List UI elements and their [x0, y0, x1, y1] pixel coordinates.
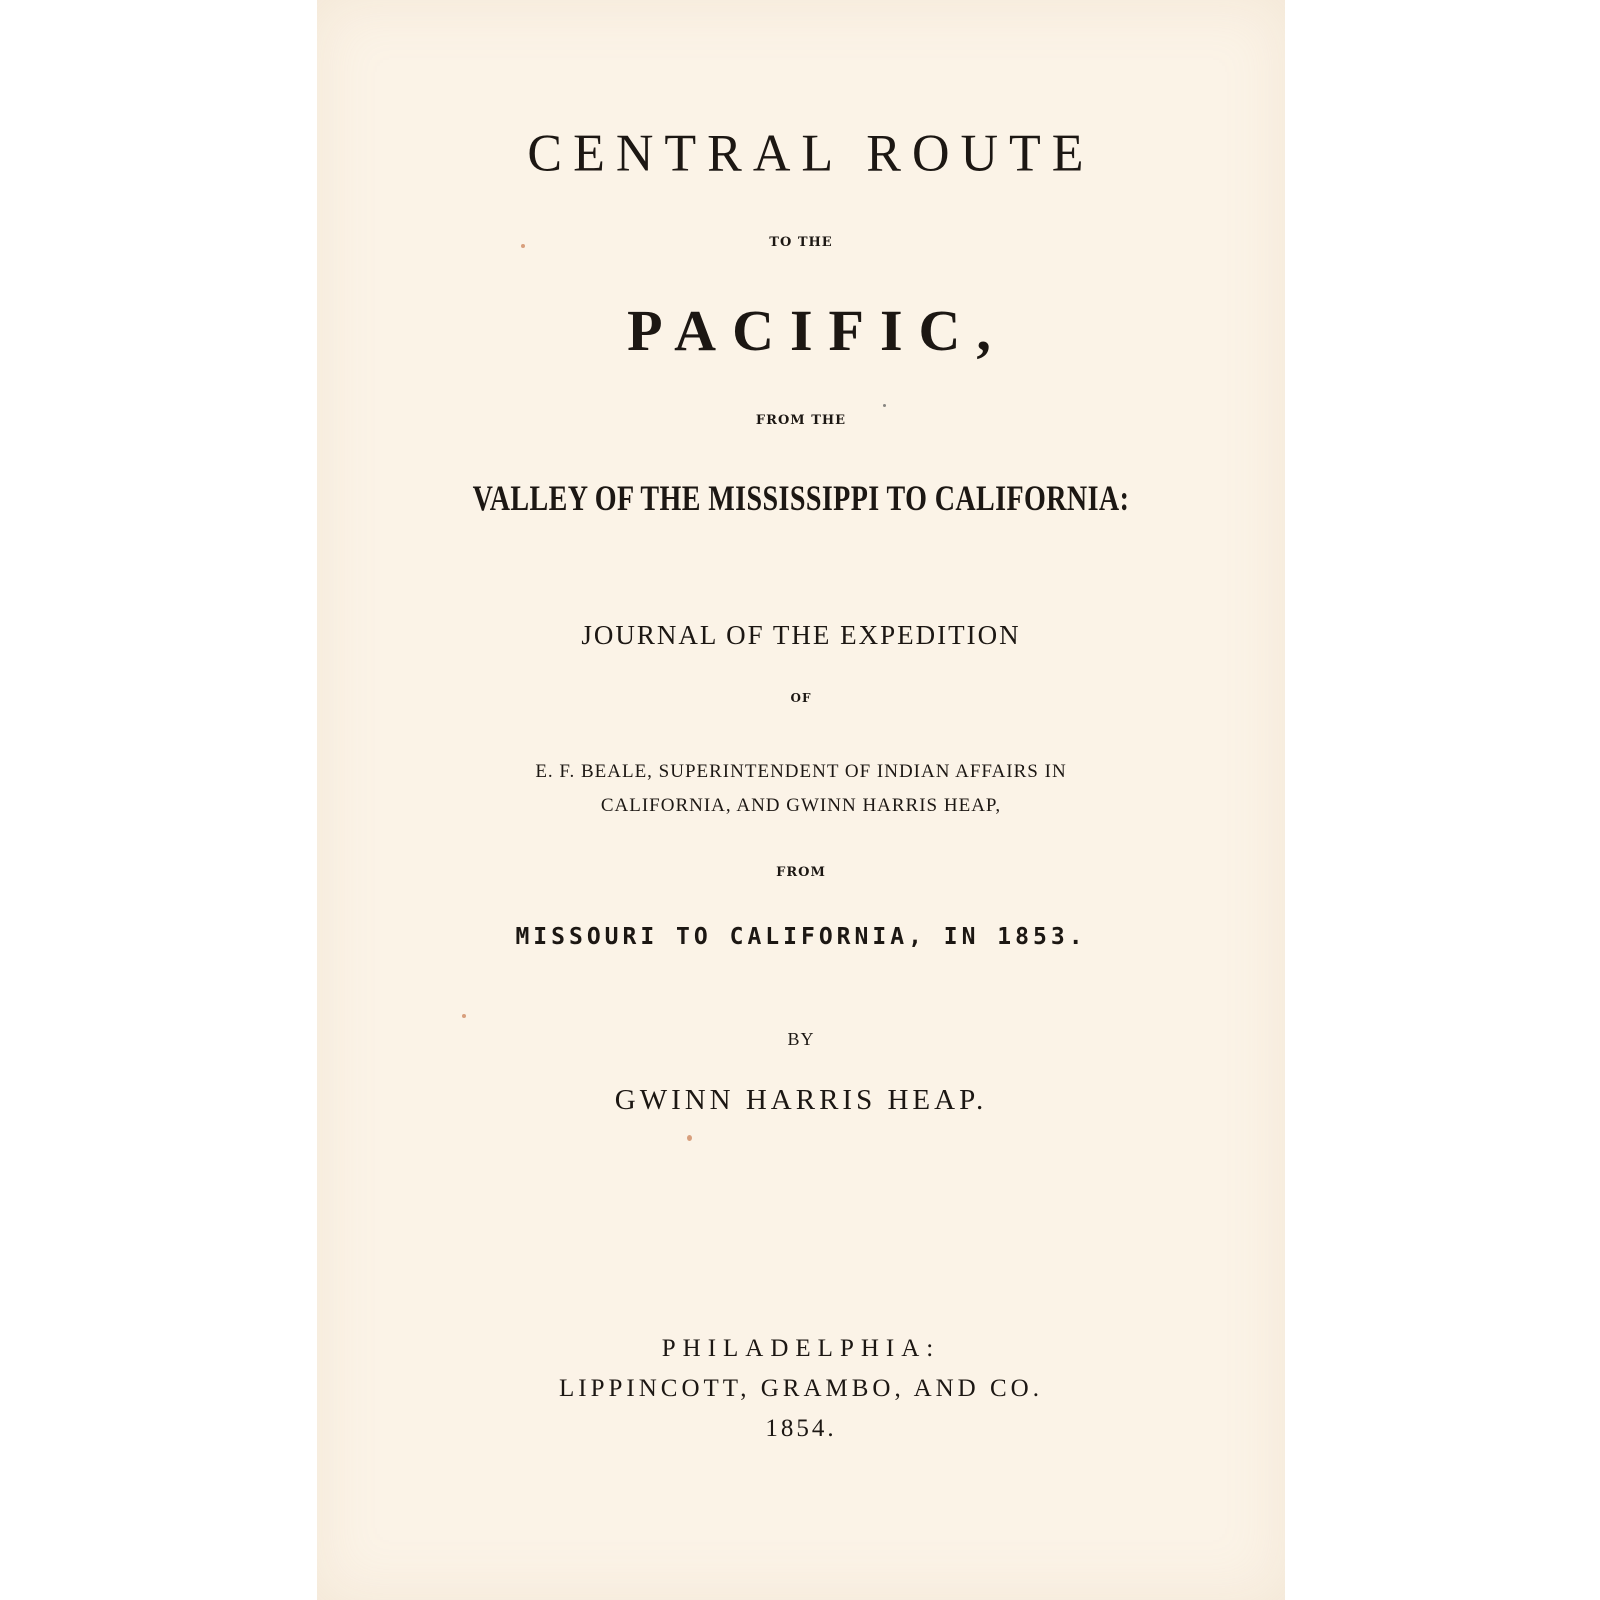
connector-of: OF [790, 691, 812, 705]
foxing-spot [462, 1014, 466, 1018]
book-title: CENTRAL ROUTE [527, 124, 1095, 183]
connector-from: FROM [776, 865, 826, 880]
imprint-city: PHILADELPHIA: [661, 1335, 941, 1362]
destination-heading: PACIFIC, [627, 298, 1007, 363]
origin-heading: VALLEY OF THE MISSISSIPPI TO CALIFORNIA: [472, 478, 1130, 518]
subtitle: JOURNAL OF THE EXPEDITION [581, 620, 1021, 650]
author-name: GWINN HARRIS HEAP. [614, 1084, 988, 1116]
imprint-year: 1854. [765, 1415, 837, 1442]
connector-to-the: TO THE [769, 235, 833, 250]
foxing-spot [521, 244, 525, 248]
participants-line-1: E. F. BEALE, SUPERINTENDENT OF INDIAN AFFAIRS IN [535, 761, 1067, 782]
foxing-spot [687, 1135, 692, 1141]
title-page [317, 0, 1285, 1600]
imprint-publisher: LIPPINCOTT, GRAMBO, AND CO. [559, 1375, 1043, 1402]
foxing-spot [883, 404, 886, 407]
participants-line-2: CALIFORNIA, AND GWINN HARRIS HEAP, [600, 795, 1002, 816]
connector-from-the: FROM THE [755, 413, 847, 428]
route-heading: MISSOURI TO CALIFORNIA, IN 1853. [515, 924, 1087, 950]
byline-label: BY [787, 1029, 815, 1049]
